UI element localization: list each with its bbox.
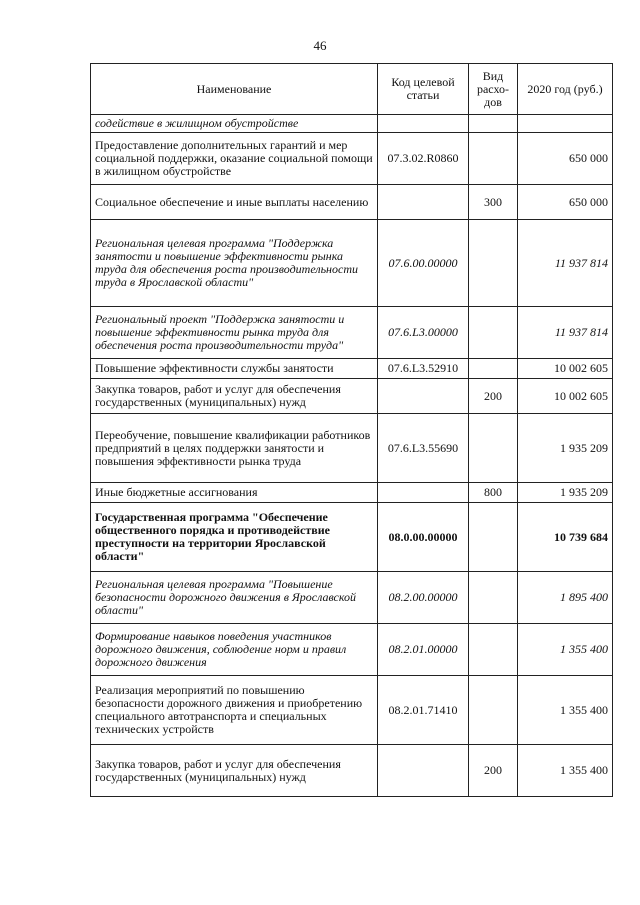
cell-name: Переобучение, повышение квалификации работников предприятий в целях поддержки занятости и повышения эффективности рынка труда — [91, 414, 378, 483]
table-row — [91, 483, 613, 503]
cell-type — [469, 133, 518, 185]
header-type: Вид расхо-дов — [469, 64, 518, 115]
table-row — [91, 115, 613, 133]
table-row — [91, 503, 613, 572]
header-amount: 2020 год (руб.) — [518, 64, 613, 115]
page-number: 46 — [313, 38, 327, 53]
cell-code: 07.6.L3.00000 — [378, 307, 469, 359]
cell-name: Формирование навыков поведения участников дорожного движения, соблюдение норм и правил дорожного движения — [91, 624, 378, 676]
table-row — [91, 220, 613, 307]
table-row — [91, 359, 613, 379]
cell-code: 07.6.L3.52910 — [378, 359, 469, 379]
cell-type — [469, 572, 518, 624]
cell-code: 08.2.00.00000 — [378, 572, 469, 624]
cell-name: содействие в жилищном обустройстве — [91, 115, 378, 133]
table-row — [91, 676, 613, 745]
cell-type — [469, 624, 518, 676]
cell-code: 08.2.01.71410 — [378, 676, 469, 745]
cell-code — [378, 379, 469, 414]
table-row — [91, 624, 613, 676]
header-name: Наименование — [91, 64, 378, 115]
cell-amount: 650 000 — [518, 133, 613, 185]
cell-name: Региональный проект "Поддержка занятости и повышение эффективности рынка труда для обеспечения роста производительности труда" — [91, 307, 378, 359]
cell-code: 07.6.00.00000 — [378, 220, 469, 307]
cell-type — [469, 220, 518, 307]
cell-type: 800 — [469, 483, 518, 503]
cell-amount — [518, 115, 613, 133]
cell-amount: 1 935 209 — [518, 414, 613, 483]
cell-amount: 1 355 400 — [518, 624, 613, 676]
table-body — [91, 115, 613, 797]
cell-code — [378, 185, 469, 220]
table-row — [91, 379, 613, 414]
table-row — [91, 414, 613, 483]
cell-amount: 10 002 605 — [518, 379, 613, 414]
cell-amount: 10 002 605 — [518, 359, 613, 379]
cell-amount: 1 355 400 — [518, 745, 613, 797]
cell-type — [469, 307, 518, 359]
cell-name: Реализация мероприятий по повышению безопасности дорожного движения и приобретению специального автотранспорта и специальных технических устройств — [91, 676, 378, 745]
cell-type — [469, 503, 518, 572]
cell-code — [378, 483, 469, 503]
cell-amount: 11 937 814 — [518, 307, 613, 359]
cell-amount: 1 355 400 — [518, 676, 613, 745]
budget-table — [90, 63, 613, 797]
cell-code: 08.0.00.00000 — [378, 503, 469, 572]
cell-name: Региональная целевая программа "Поддержка занятости и повышение эффективности рынка труда для обеспечения роста производительности труда в Ярославской области" — [91, 220, 378, 307]
cell-amount: 10 739 684 — [518, 503, 613, 572]
cell-name: Закупка товаров, работ и услуг для обеспечения государственных (муниципальных) нужд — [91, 745, 378, 797]
cell-type: 200 — [469, 745, 518, 797]
header-code: Код целевой статьи — [378, 64, 469, 115]
cell-type: 200 — [469, 379, 518, 414]
cell-code — [378, 115, 469, 133]
cell-code: 08.2.01.00000 — [378, 624, 469, 676]
cell-name: Социальное обеспечение и иные выплаты населению — [91, 185, 378, 220]
cell-type — [469, 676, 518, 745]
cell-name: Иные бюджетные ассигнования — [91, 483, 378, 503]
cell-code — [378, 745, 469, 797]
cell-type: 300 — [469, 185, 518, 220]
table-row — [91, 745, 613, 797]
cell-type — [469, 414, 518, 483]
table-row — [91, 572, 613, 624]
cell-amount: 1 935 209 — [518, 483, 613, 503]
table-header-row — [91, 64, 613, 115]
cell-code: 07.6.L3.55690 — [378, 414, 469, 483]
cell-amount: 650 000 — [518, 185, 613, 220]
table-row — [91, 185, 613, 220]
cell-type — [469, 359, 518, 379]
cell-amount: 1 895 400 — [518, 572, 613, 624]
cell-code: 07.3.02.R0860 — [378, 133, 469, 185]
cell-amount: 11 937 814 — [518, 220, 613, 307]
cell-type — [469, 115, 518, 133]
cell-name: Предоставление дополнительных гарантий и мер социальной поддержки, оказание социальной помощи в жилищном обустройстве — [91, 133, 378, 185]
cell-name: Повышение эффективности службы занятости — [91, 359, 378, 379]
cell-name: Закупка товаров, работ и услуг для обеспечения государственных (муниципальных) нужд — [91, 379, 378, 414]
cell-name: Региональная целевая программа "Повышение безопасности дорожного движения в Ярославской области" — [91, 572, 378, 624]
table-row — [91, 307, 613, 359]
table-row — [91, 133, 613, 185]
cell-name: Государственная программа "Обеспечение общественного порядка и противодействие преступности на территории Ярославской области" — [91, 503, 378, 572]
